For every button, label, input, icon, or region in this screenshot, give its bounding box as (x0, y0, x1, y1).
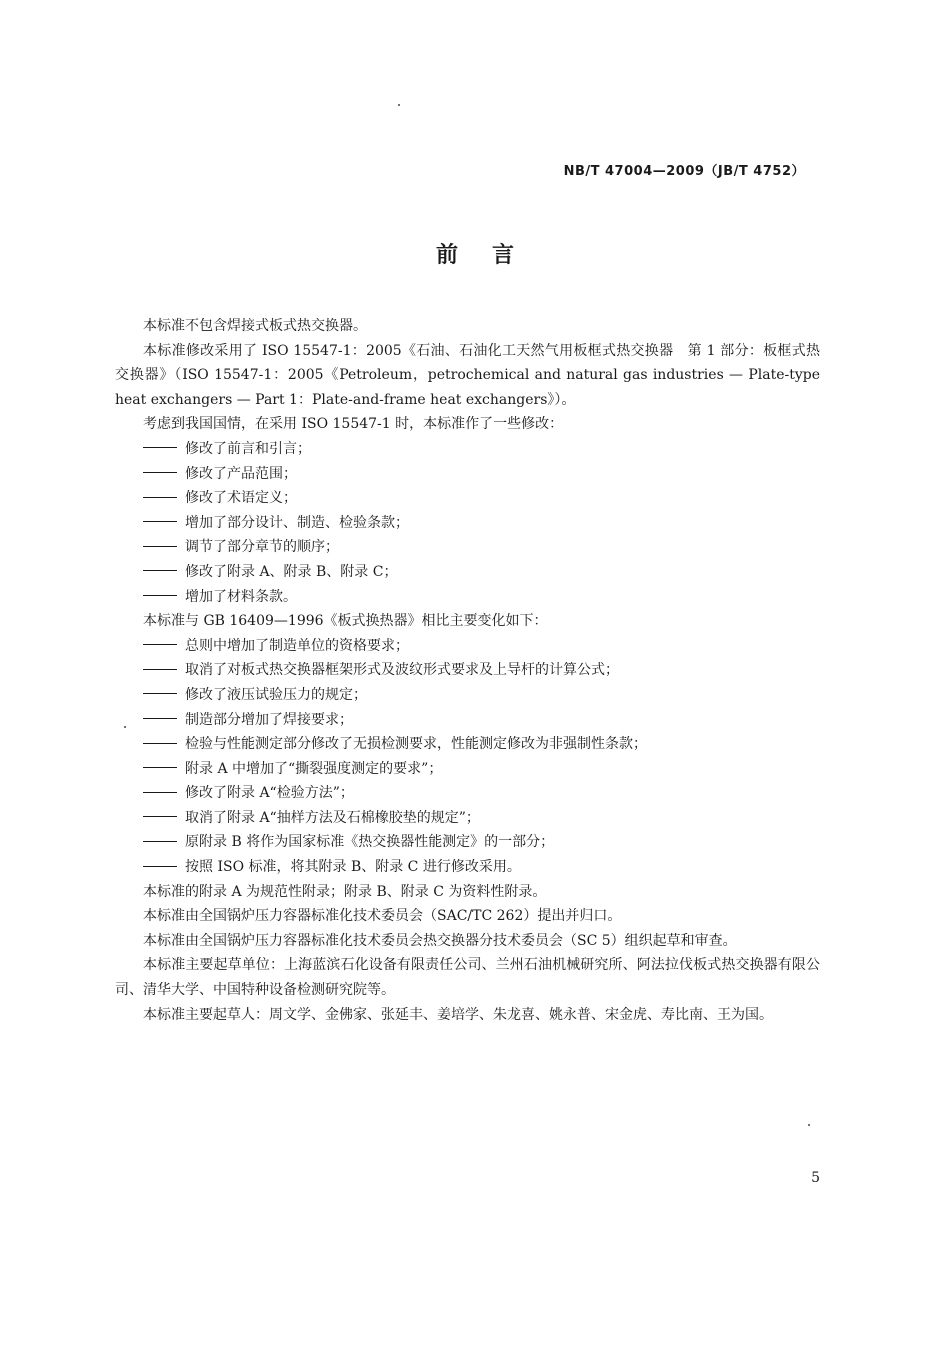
list-item: 修改了附录 A、附录 B、附录 C； (115, 560, 820, 585)
dash-mark (143, 497, 177, 498)
document-code: NB/T 47004—2009（JB/T 4752） (563, 164, 805, 179)
dash-mark (143, 792, 177, 793)
list-item: 增加了材料条款。 (115, 585, 820, 610)
paragraph-drafting-org: 本标准由全国锅炉压力容器标准化技术委员会热交换器分技术委员会（SC 5）组织起草和审查。 (143, 932, 737, 949)
changes-list (115, 634, 820, 880)
paragraph-proposer: 本标准由全国锅炉压力容器标准化技术委员会（SAC/TC 262）提出并归口。 (143, 908, 622, 925)
list-item: 增加了部分设计、制造、检验条款； (115, 511, 820, 536)
dash-mark (143, 866, 177, 867)
dash-mark (143, 767, 177, 768)
list-item: 检验与性能测定部分修改了无损检测要求，性能测定修改为非强制性条款； (115, 732, 820, 757)
dash-mark (143, 693, 177, 694)
list-item: 修改了液压试验压力的规定； (115, 683, 820, 708)
list-item: 修改了前言和引言； (115, 437, 820, 462)
paragraph-scope: 本标准不包含焊接式板式热交换器。 (143, 318, 367, 334)
paragraph-iso-adoption: 本标准修改采用了 ISO 15547-1：2005《石油、石油化工天然气用板框式热交换器 第 1 部分：板框式热交换器》（ISO 15547-1：2005《Petroleum，petrochemical and natural gas industries — Plate-type heat exchangers — Part 1：Plate-and-frame heat exchangers》）。 (115, 342, 820, 408)
dash-mark (143, 841, 177, 842)
list-item: 总则中增加了制造单位的资格要求； (115, 634, 820, 659)
dash-mark (143, 816, 177, 817)
modification-list (115, 437, 820, 609)
paragraph-drafters: 本标准主要起草人：周文学、金佛家、张延丰、姜培学、朱龙喜、姚永普、宋金虎、寿比南、王为国。 (143, 1006, 773, 1023)
dash-mark (143, 595, 177, 596)
list-item: 修改了产品范围； (115, 462, 820, 487)
dash-mark (143, 447, 177, 448)
dash-mark (143, 546, 177, 547)
list-item: 制造部分增加了焊接要求； (115, 708, 820, 733)
list-item: 修改了附录 A“检验方法”； (115, 781, 820, 806)
paragraph-drafting-units: 本标准主要起草单位：上海蓝滨石化设备有限责任公司、兰州石油机械研究所、阿法拉伐板式热交换器有限公司、清华大学、中国特种设备检测研究院等。 (115, 957, 820, 999)
paragraph-annexes: 本标准的附录 A 为规范性附录；附录 B、附录 C 为资料性附录。 (143, 883, 547, 900)
page-number: 5 (811, 1170, 820, 1186)
list-item: 取消了对板式热交换器框架形式及波纹形式要求及上导杆的计算公式； (115, 658, 820, 683)
list-item: 取消了附录 A“抽样方法及石棉橡胶垫的规定”； (115, 806, 820, 831)
dash-mark (143, 521, 177, 522)
scan-speck (124, 726, 126, 728)
list-item: 修改了术语定义； (115, 486, 820, 511)
page-title: 前言 (435, 243, 548, 268)
dash-mark (143, 718, 177, 719)
list-item: 按照 ISO 标准，将其附录 B、附录 C 进行修改采用。 (115, 855, 820, 880)
preface-body (115, 314, 820, 1027)
dash-mark (143, 644, 177, 645)
paragraph-modifications-intro: 考虑到我国国情，在采用 ISO 15547-1 时，本标准作了一些修改： (143, 416, 564, 433)
scan-speck (398, 104, 400, 106)
list-item: 调节了部分章节的顺序； (115, 535, 820, 560)
dash-mark (143, 743, 177, 744)
scan-speck (808, 1124, 810, 1126)
dash-mark (143, 472, 177, 473)
list-item: 附录 A 中增加了“撕裂强度测定的要求”； (115, 757, 820, 782)
list-item: 原附录 B 将作为国家标准《热交换器性能测定》的一部分； (115, 830, 820, 855)
dash-mark (143, 570, 177, 571)
paragraph-changes-intro: 本标准与 GB 16409—1996《板式换热器》相比主要变化如下： (143, 613, 548, 630)
dash-mark (143, 669, 177, 670)
